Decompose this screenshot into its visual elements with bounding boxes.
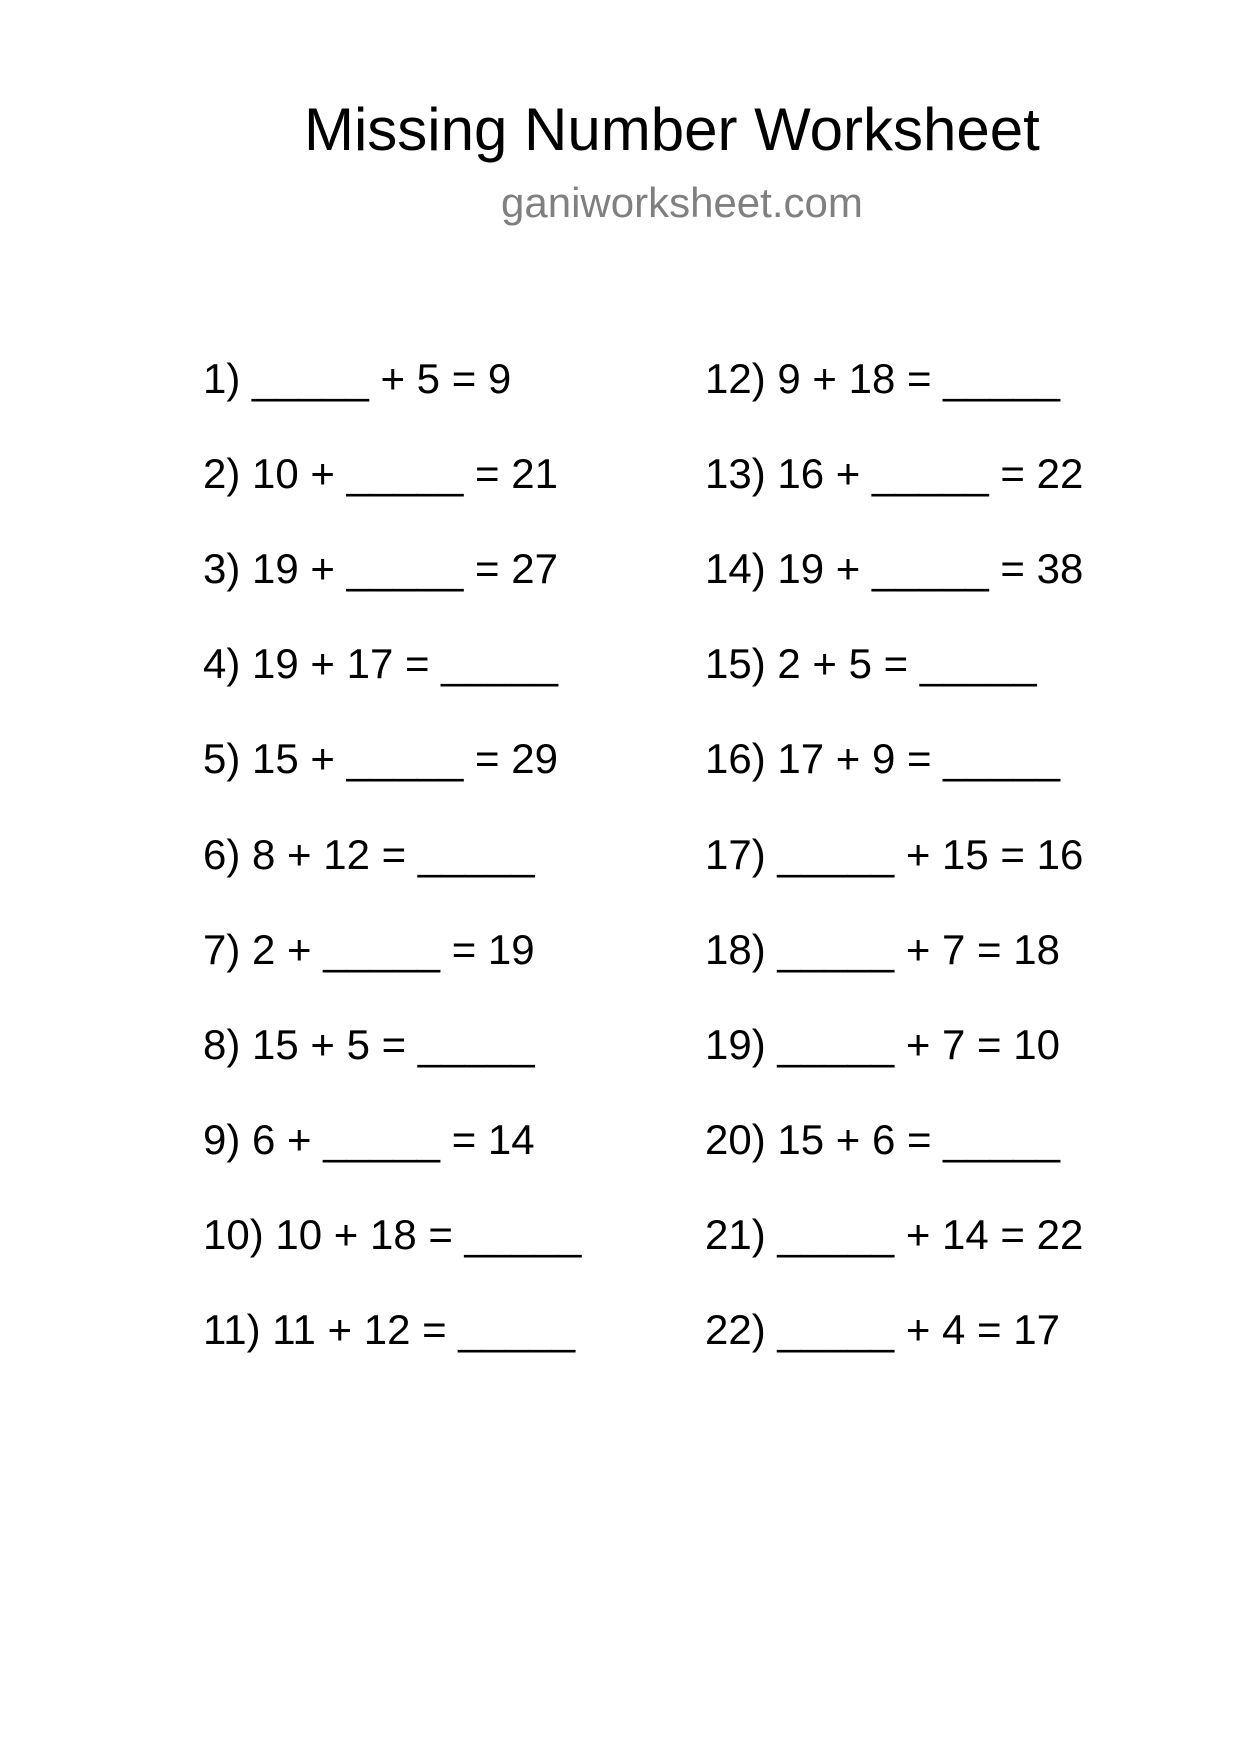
problem-item: 22) _____ + 4 = 17 bbox=[705, 1306, 1060, 1353]
problem-item: 14) 19 + _____ = 38 bbox=[705, 545, 1084, 592]
problem-item: 16) 17 + 9 = _____ bbox=[705, 735, 1060, 782]
problem-item: 8) 15 + 5 = _____ bbox=[203, 1021, 535, 1068]
problem-item: 15) 2 + 5 = _____ bbox=[705, 640, 1037, 687]
problem-item: 18) _____ + 7 = 18 bbox=[705, 926, 1060, 973]
problem-item: 1) _____ + 5 = 9 bbox=[203, 355, 512, 402]
problem-item: 12) 9 + 18 = _____ bbox=[705, 355, 1060, 402]
problem-item: 19) _____ + 7 = 10 bbox=[705, 1021, 1060, 1068]
problem-item: 3) 19 + _____ = 27 bbox=[203, 545, 558, 592]
page-title: Missing Number Worksheet bbox=[304, 96, 1040, 163]
problem-item: 6) 8 + 12 = _____ bbox=[203, 831, 535, 878]
problem-item: 21) _____ + 14 = 22 bbox=[705, 1211, 1084, 1258]
problem-item: 20) 15 + 6 = _____ bbox=[705, 1116, 1060, 1163]
site-subtitle: ganiworksheet.com bbox=[501, 179, 863, 226]
problem-item: 9) 6 + _____ = 14 bbox=[203, 1116, 535, 1163]
problem-item: 13) 16 + _____ = 22 bbox=[705, 450, 1084, 497]
problem-item: 2) 10 + _____ = 21 bbox=[203, 450, 558, 497]
problem-item: 11) 11 + 12 = _____ bbox=[203, 1306, 576, 1353]
problem-item: 10) 10 + 18 = _____ bbox=[203, 1211, 582, 1258]
problem-item: 7) 2 + _____ = 19 bbox=[203, 926, 535, 973]
problem-item: 5) 15 + _____ = 29 bbox=[203, 735, 558, 782]
problem-item: 4) 19 + 17 = _____ bbox=[203, 640, 558, 687]
problem-item: 17) _____ + 15 = 16 bbox=[705, 831, 1084, 878]
